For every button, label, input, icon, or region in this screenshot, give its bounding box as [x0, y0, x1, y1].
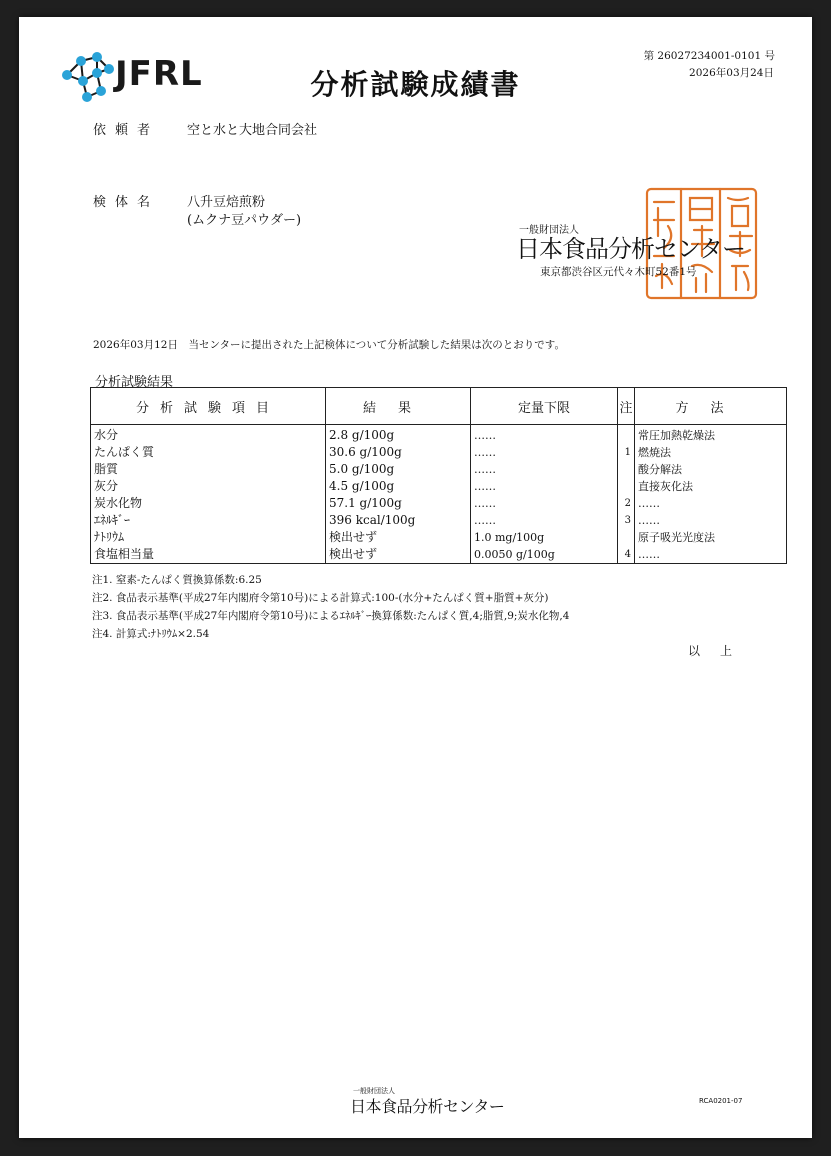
document-number: 第 26027234001-0101 号: [643, 50, 775, 62]
cell-note: 4: [618, 546, 635, 564]
cell-item: 炭水化物: [91, 495, 326, 512]
logo-text: JFRL: [115, 54, 203, 94]
cell-item: 脂質: [91, 461, 326, 478]
footer-org-name: 日本食品分析センター: [350, 1097, 505, 1116]
document-title: 分析試験成績書: [310, 68, 521, 101]
cell-note: [618, 461, 635, 478]
cell-item: ｴﾈﾙｷﾞｰ: [91, 512, 326, 529]
column-header-limit: 定量下限: [471, 388, 618, 425]
end-mark: 以上: [688, 644, 753, 658]
table-header-row: [91, 388, 787, 425]
cell-method: 燃焼法: [635, 444, 787, 461]
client-label: 依頼者: [93, 123, 160, 138]
cell-result: 検出せず: [326, 546, 471, 564]
sample-name-alt: (ムクナ豆パウダー): [187, 213, 302, 228]
cell-limit: 1.0 mg/100g: [471, 529, 618, 546]
org-address: 東京都渋谷区元代々木町52番1号: [540, 266, 697, 278]
form-code: RCA0201-07: [699, 1097, 743, 1105]
column-header-method: 方法: [635, 388, 787, 425]
client-value: 空と水と大地合同会社: [187, 123, 318, 138]
note-line: 注3. 食品表示基準(平成27年内閣府令第10号)によるｴﾈﾙｷﾞｰ換算係数:たんぱく質,4;脂質,9;炭水化物,4: [92, 610, 570, 622]
cell-method: ……: [635, 495, 787, 512]
table-row: [91, 444, 787, 461]
intro-text: 2026年03月12日 当センターに提出された上記検体について分析試験した結果は次のとおりです。: [93, 339, 565, 351]
cell-limit: ……: [471, 495, 618, 512]
cell-limit: ……: [471, 425, 618, 445]
document-page: [19, 17, 812, 1138]
note-line: 注1. 窒素-たんぱく質換算係数:6.25: [92, 574, 262, 586]
note-line: 注2. 食品表示基準(平成27年内閣府令第10号)による計算式:100-(水分+たんぱく質+脂質+灰分): [92, 592, 549, 604]
table-row: [91, 512, 787, 529]
cell-item: たんぱく質: [91, 444, 326, 461]
cell-method: 原子吸光光度法: [635, 529, 787, 546]
cell-method: 直接灰化法: [635, 478, 787, 495]
note-line: 注4. 計算式:ﾅﾄﾘｳﾑ×2.54: [92, 628, 210, 640]
cell-item: 灰分: [91, 478, 326, 495]
sample-name: 八升豆焙煎粉: [187, 195, 266, 210]
cell-method: 酸分解法: [635, 461, 787, 478]
table-row: [91, 478, 787, 495]
cell-result: 検出せず: [326, 529, 471, 546]
cell-item: 食塩相当量: [91, 546, 326, 564]
cell-limit: ……: [471, 444, 618, 461]
cell-limit: ……: [471, 512, 618, 529]
cell-result: 57.1 g/100g: [326, 495, 471, 512]
cell-result: 4.5 g/100g: [326, 478, 471, 495]
cell-result: 2.8 g/100g: [326, 425, 471, 445]
cell-note: [618, 425, 635, 445]
table-row: [91, 495, 787, 512]
cell-result: 396 kcal/100g: [326, 512, 471, 529]
column-header-item: 分析試験項目: [91, 388, 326, 425]
results-heading: 分析試験結果: [95, 375, 174, 390]
cell-limit: ……: [471, 461, 618, 478]
cell-note: 1: [618, 444, 635, 461]
cell-result: 30.6 g/100g: [326, 444, 471, 461]
table-row: [91, 425, 787, 445]
cell-note: [618, 529, 635, 546]
cell-method: ……: [635, 546, 787, 564]
document-date: 2026年03月24日: [689, 67, 774, 79]
table-row: [91, 461, 787, 478]
cell-limit: 0.0050 g/100g: [471, 546, 618, 564]
cell-note: [618, 478, 635, 495]
cell-method: 常圧加熱乾燥法: [635, 425, 787, 445]
cell-item: ﾅﾄﾘｳﾑ: [91, 529, 326, 546]
org-name: 日本食品分析センター: [516, 235, 746, 263]
cell-method: ……: [635, 512, 787, 529]
column-header-note: 注: [618, 388, 635, 425]
cell-result: 5.0 g/100g: [326, 461, 471, 478]
cell-limit: ……: [471, 478, 618, 495]
cell-note: 3: [618, 512, 635, 529]
table-row: [91, 546, 787, 564]
sample-label: 検体名: [93, 195, 160, 210]
org-type-label: 一般財団法人: [519, 225, 579, 236]
cell-item: 水分: [91, 425, 326, 445]
table-row: [91, 529, 787, 546]
results-table: [90, 387, 787, 564]
cell-note: 2: [618, 495, 635, 512]
column-header-result: 結果: [326, 388, 471, 425]
footer-org-type: 一般財団法人: [353, 1087, 395, 1095]
